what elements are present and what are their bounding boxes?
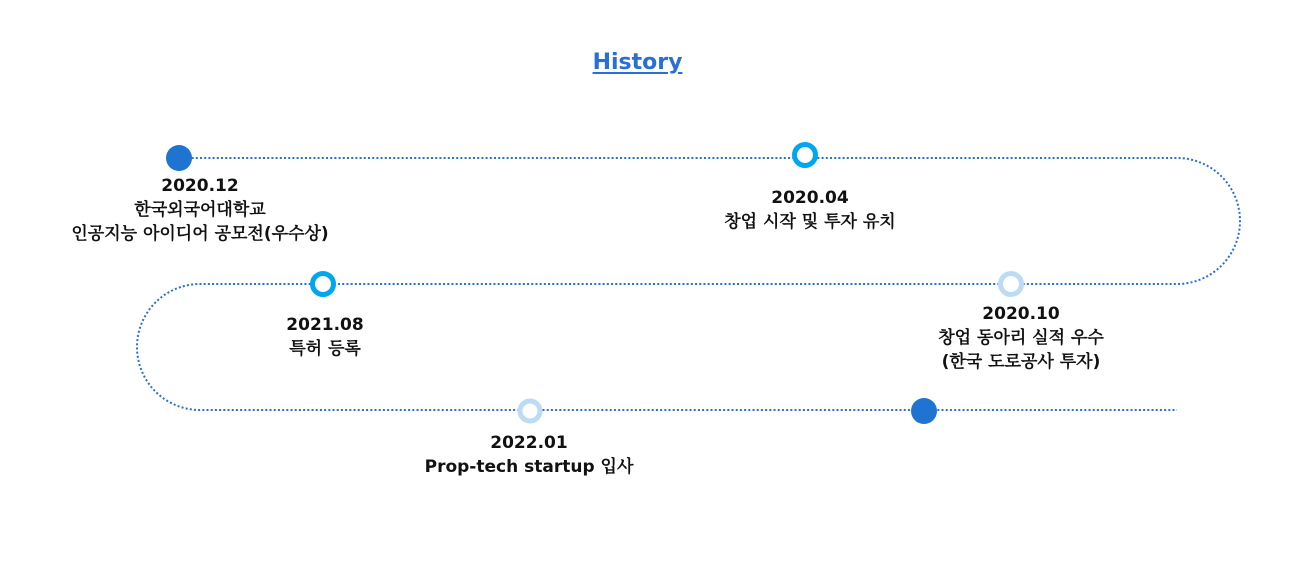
milestone-marker-2020-10[interactable] <box>1001 274 1022 295</box>
milestone-marker-2020-04[interactable] <box>795 145 816 166</box>
milestone-date: 2020.10 <box>982 304 1060 324</box>
milestone-date: 2020.12 <box>161 176 239 196</box>
milestone-text: Prop-tech startup 입사 <box>424 457 634 477</box>
milestone-label-2022-01 <box>425 431 634 479</box>
milestone-text: (한국 도로공사 투자) <box>941 352 1101 372</box>
milestone-label-2020-12 <box>71 174 328 246</box>
milestone-text: 특허 등록 <box>289 339 361 359</box>
milestone-label-2020-04 <box>724 186 895 234</box>
milestone-label-2021-08 <box>286 313 363 361</box>
timeline-end-marker[interactable] <box>911 398 937 424</box>
milestone-marker-2022-01[interactable] <box>520 401 540 421</box>
milestone-marker-2020-12[interactable] <box>166 145 192 171</box>
milestone-date: 2022.01 <box>490 433 568 453</box>
milestone-date: 2020.04 <box>771 188 849 208</box>
milestone-text: 창업 동아리 실적 우수 <box>938 328 1104 348</box>
milestone-label-2020-10 <box>938 302 1104 374</box>
milestone-marker-2021-08[interactable] <box>313 274 334 295</box>
milestone-text: 창업 시작 및 투자 유치 <box>724 212 896 232</box>
page-title[interactable]: History <box>592 50 683 75</box>
milestone-text: 인공지능 아이디어 공모전(우수상) <box>71 224 329 244</box>
milestone-text: 한국외국어대학교 <box>134 200 266 220</box>
milestone-date: 2021.08 <box>286 315 364 335</box>
